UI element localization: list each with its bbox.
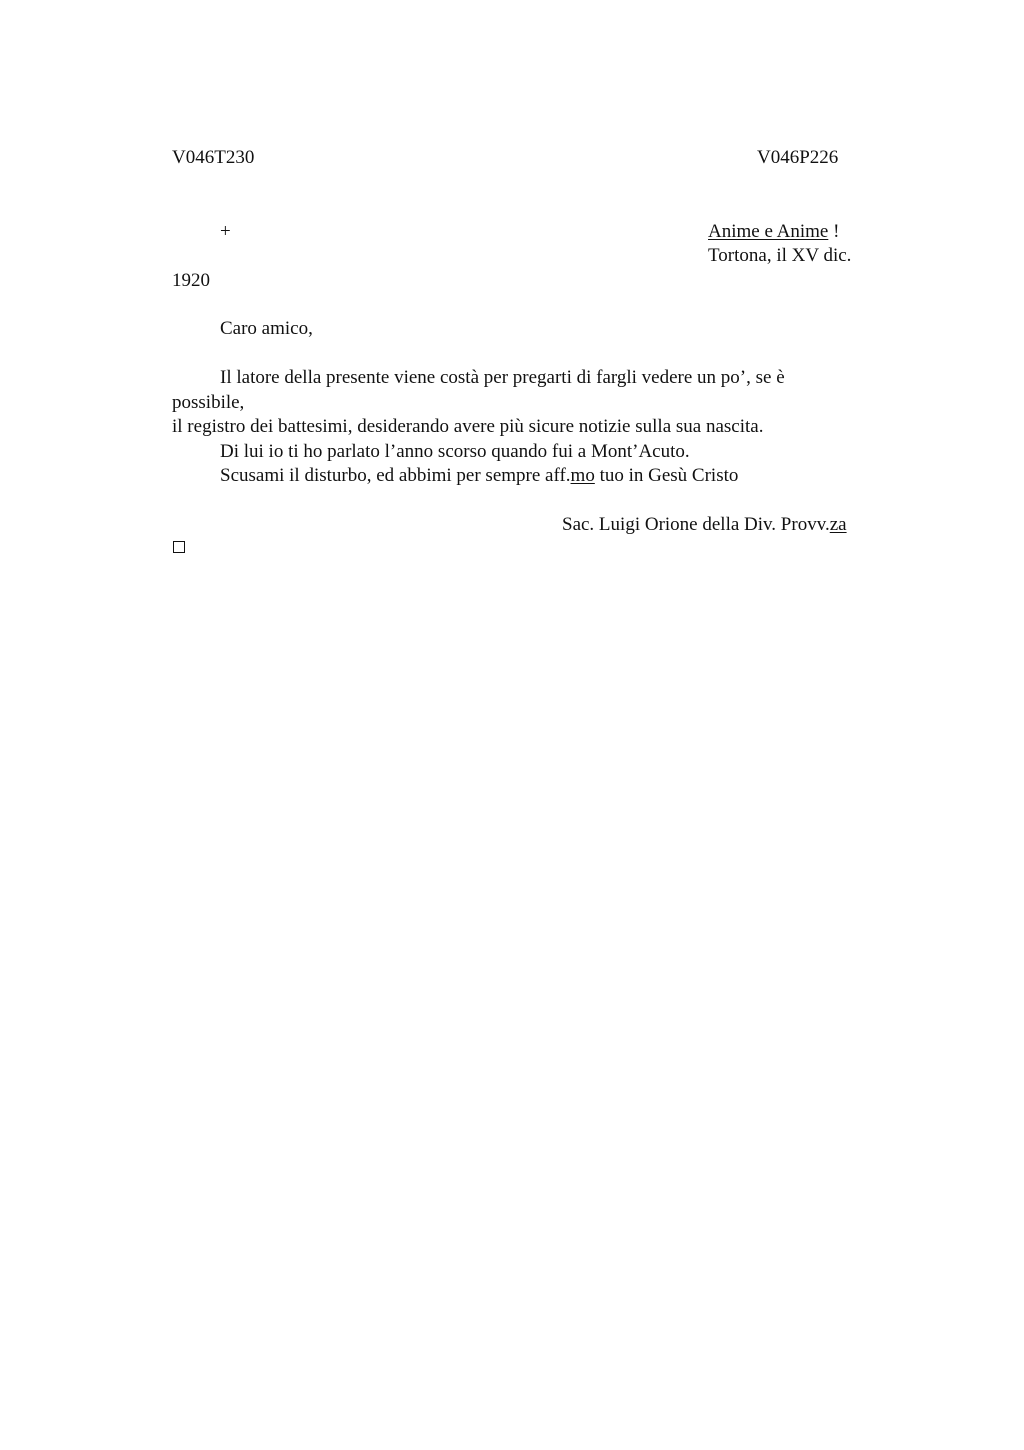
- document-code-right: V046P226: [757, 147, 839, 168]
- body-paragraph-3-prefix: Scusami il disturbo, ed abbimi per sempre aff.: [220, 465, 571, 486]
- signature-underlined: za: [829, 514, 847, 535]
- body-paragraph-3: [220, 464, 738, 488]
- empty-square-icon: [173, 541, 185, 553]
- body-paragraph-1-line-2: possibile,: [172, 392, 245, 413]
- body-paragraph-1-line-3: il registro dei battesimi, desiderando avere più sicure notizie sulla sua nascita.: [172, 416, 764, 437]
- motto-suffix: !: [828, 221, 840, 242]
- salutation: Caro amico,: [220, 318, 313, 339]
- cross-symbol: +: [220, 221, 231, 242]
- motto: [708, 220, 839, 244]
- body-paragraph-2: Di lui io ti ho parlato l’anno scorso quando fui a Mont’Acuto.: [220, 441, 690, 462]
- date-line-1: Tortona, il XV dic.: [708, 245, 852, 266]
- body-paragraph-3-suffix: tuo in Gesù Cristo: [594, 465, 739, 486]
- motto-underlined: Anime e Anime: [708, 221, 829, 242]
- document-code-left: V046T230: [172, 147, 255, 168]
- signature-prefix: Sac. Luigi Orione della Div. Provv.: [562, 514, 830, 535]
- date-line-2: 1920: [172, 270, 210, 291]
- body-paragraph-3-underlined: mo: [570, 465, 595, 486]
- signature: [562, 513, 847, 537]
- body-paragraph-1-line-1: Il latore della presente viene costà per pregarti di fargli vedere un po’, se è: [220, 367, 785, 388]
